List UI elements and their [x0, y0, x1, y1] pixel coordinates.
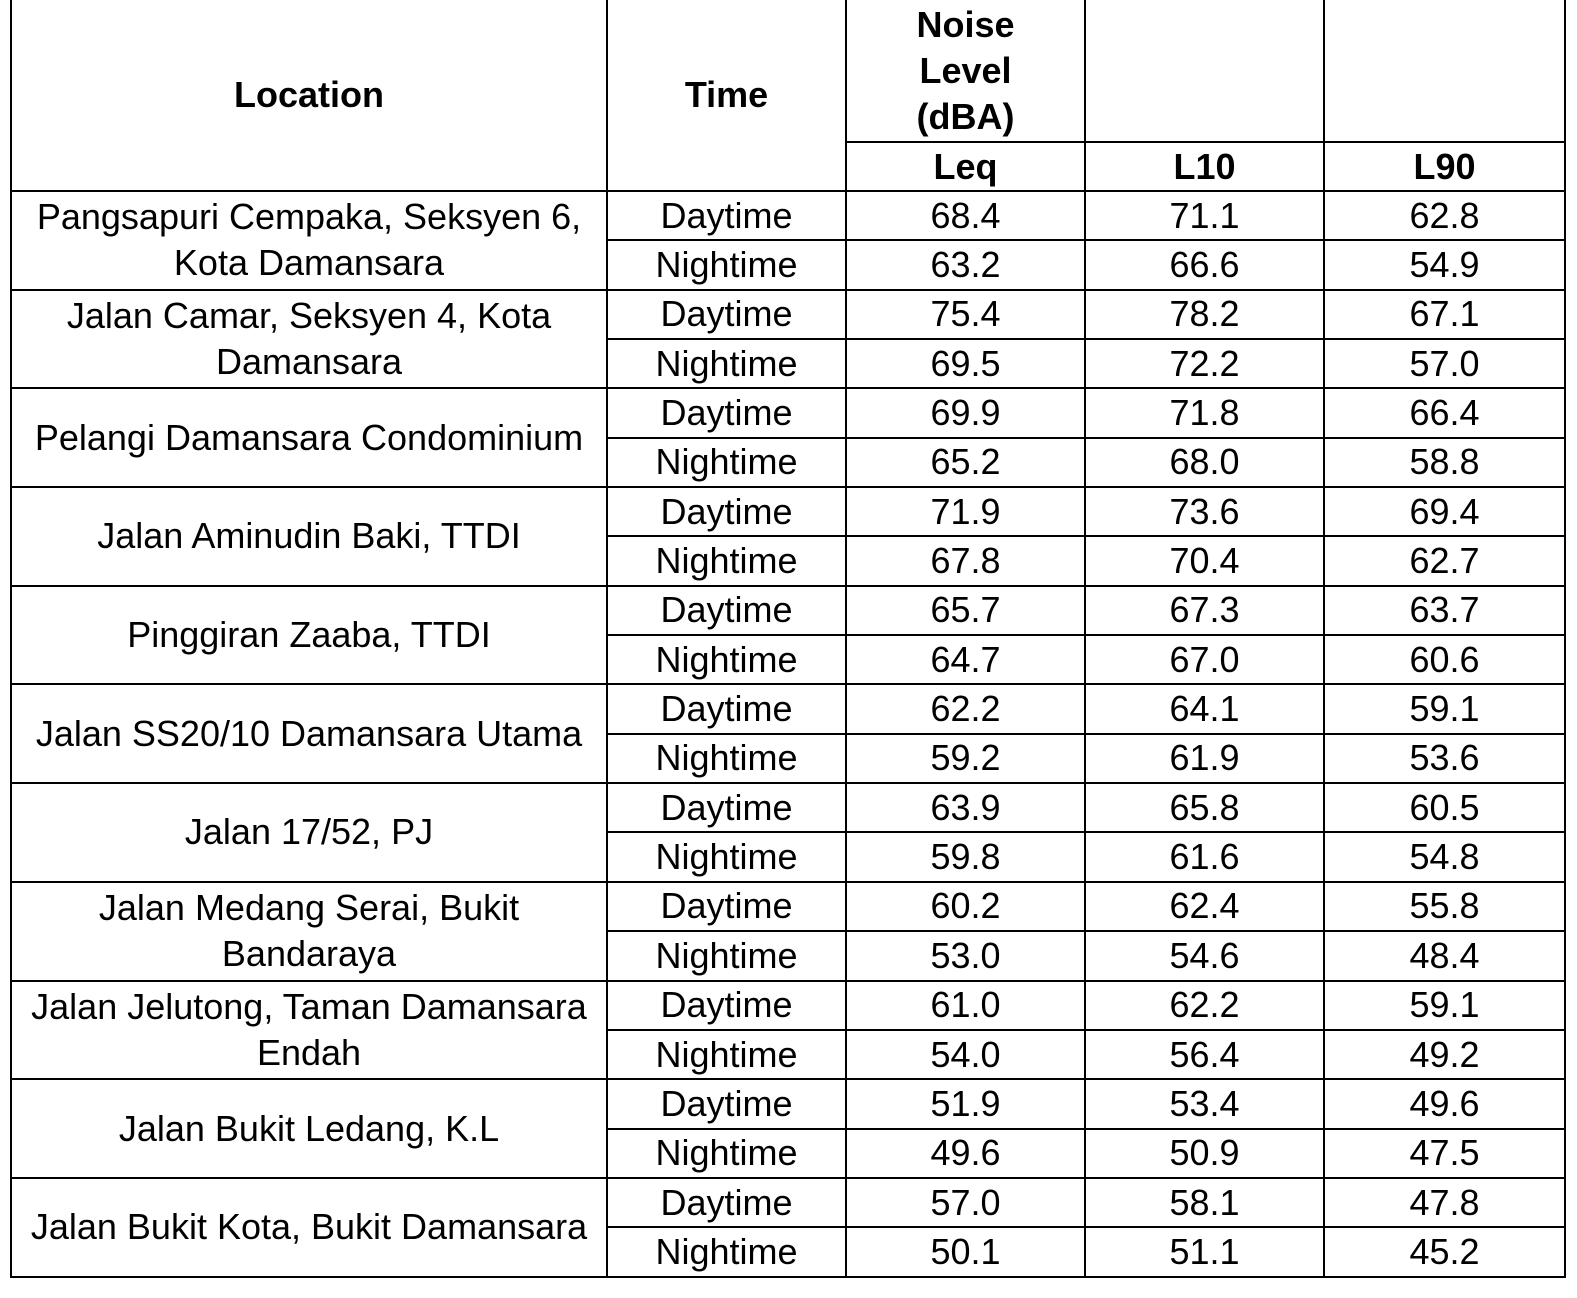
- table-row: [11, 783, 1565, 832]
- time-cell: Daytime: [607, 191, 846, 240]
- l90-cell: 60.5: [1324, 783, 1565, 832]
- l90-cell: 69.4: [1324, 487, 1565, 536]
- table-row: [11, 487, 1565, 536]
- time-cell: Daytime: [607, 290, 846, 339]
- l90-cell: 47.8: [1324, 1178, 1565, 1227]
- time-cell: Nightime: [607, 1129, 846, 1178]
- l90-cell: 54.9: [1324, 240, 1565, 289]
- header-blank-l10: [1085, 0, 1324, 142]
- l90-cell: 57.0: [1324, 339, 1565, 388]
- leq-cell: 69.5: [846, 339, 1085, 388]
- l90-cell: 45.2: [1324, 1227, 1565, 1276]
- l90-cell: 55.8: [1324, 882, 1565, 931]
- leq-cell: 59.8: [846, 832, 1085, 881]
- l10-cell: 71.8: [1085, 388, 1324, 437]
- time-cell: Daytime: [607, 487, 846, 536]
- header-leq: Leq: [846, 142, 1085, 191]
- l90-cell: 67.1: [1324, 290, 1565, 339]
- noise-level-table: [10, 0, 1566, 1278]
- table-row: [11, 191, 1565, 240]
- l10-cell: 66.6: [1085, 240, 1324, 289]
- l90-cell: 49.2: [1324, 1030, 1565, 1079]
- l10-cell: 54.6: [1085, 931, 1324, 980]
- leq-cell: 67.8: [846, 536, 1085, 585]
- l90-cell: 66.4: [1324, 388, 1565, 437]
- l10-cell: 58.1: [1085, 1178, 1324, 1227]
- table-row: [11, 1178, 1565, 1227]
- leq-cell: 65.7: [846, 586, 1085, 635]
- table-row: [11, 882, 1565, 931]
- l10-cell: 72.2: [1085, 339, 1324, 388]
- l90-cell: 62.7: [1324, 536, 1565, 585]
- l90-cell: 62.8: [1324, 191, 1565, 240]
- l90-cell: 63.7: [1324, 586, 1565, 635]
- table-body: [11, 191, 1565, 1277]
- location-cell: Pelangi Damansara Condominium: [11, 388, 607, 487]
- leq-cell: 75.4: [846, 290, 1085, 339]
- time-cell: Nightime: [607, 832, 846, 881]
- leq-cell: 49.6: [846, 1129, 1085, 1178]
- l90-cell: 60.6: [1324, 635, 1565, 684]
- header-l10: L10: [1085, 142, 1324, 191]
- l10-cell: 50.9: [1085, 1129, 1324, 1178]
- time-cell: Nightime: [607, 339, 846, 388]
- l10-cell: 70.4: [1085, 536, 1324, 585]
- leq-cell: 59.2: [846, 734, 1085, 783]
- location-cell: Jalan Bukit Ledang, K.L: [11, 1079, 607, 1178]
- l90-cell: 48.4: [1324, 931, 1565, 980]
- time-cell: Daytime: [607, 783, 846, 832]
- leq-cell: 69.9: [846, 388, 1085, 437]
- l10-cell: 78.2: [1085, 290, 1324, 339]
- location-cell: Jalan Aminudin Baki, TTDI: [11, 487, 607, 586]
- time-cell: Daytime: [607, 882, 846, 931]
- l10-cell: 64.1: [1085, 684, 1324, 733]
- l10-cell: 53.4: [1085, 1079, 1324, 1128]
- header-location: Location: [11, 0, 607, 191]
- location-cell: Jalan Medang Serai, Bukit Bandaraya: [11, 882, 607, 981]
- l10-cell: 56.4: [1085, 1030, 1324, 1079]
- header-time: Time: [607, 0, 846, 191]
- time-cell: Daytime: [607, 586, 846, 635]
- leq-cell: 63.9: [846, 783, 1085, 832]
- l10-cell: 68.0: [1085, 438, 1324, 487]
- table-row: [11, 290, 1565, 339]
- l10-cell: 67.3: [1085, 586, 1324, 635]
- table-row: [11, 981, 1565, 1030]
- l90-cell: 58.8: [1324, 438, 1565, 487]
- leq-cell: 53.0: [846, 931, 1085, 980]
- l90-cell: 59.1: [1324, 684, 1565, 733]
- leq-cell: 61.0: [846, 981, 1085, 1030]
- l10-cell: 62.4: [1085, 882, 1324, 931]
- table-header-row: [11, 0, 1565, 142]
- time-cell: Nightime: [607, 1030, 846, 1079]
- leq-cell: 60.2: [846, 882, 1085, 931]
- l10-cell: 67.0: [1085, 635, 1324, 684]
- l10-cell: 61.9: [1085, 734, 1324, 783]
- header-blank-l90: [1324, 0, 1565, 142]
- time-cell: Daytime: [607, 1079, 846, 1128]
- l10-cell: 65.8: [1085, 783, 1324, 832]
- l90-cell: 54.8: [1324, 832, 1565, 881]
- time-cell: Nightime: [607, 240, 846, 289]
- location-cell: Jalan Bukit Kota, Bukit Damansara: [11, 1178, 607, 1277]
- l90-cell: 47.5: [1324, 1129, 1565, 1178]
- table-row: [11, 684, 1565, 733]
- table-row: [11, 388, 1565, 437]
- l10-cell: 71.1: [1085, 191, 1324, 240]
- location-cell: Jalan 17/52, PJ: [11, 783, 607, 882]
- time-cell: Nightime: [607, 1227, 846, 1276]
- time-cell: Daytime: [607, 1178, 846, 1227]
- leq-cell: 68.4: [846, 191, 1085, 240]
- time-cell: Daytime: [607, 981, 846, 1030]
- location-cell: Pinggiran Zaaba, TTDI: [11, 586, 607, 685]
- header-l90: L90: [1324, 142, 1565, 191]
- leq-cell: 64.7: [846, 635, 1085, 684]
- location-cell: Jalan Camar, Seksyen 4, Kota Damansara: [11, 290, 607, 389]
- time-cell: Nightime: [607, 438, 846, 487]
- leq-cell: 51.9: [846, 1079, 1085, 1128]
- leq-cell: 62.2: [846, 684, 1085, 733]
- l10-cell: 73.6: [1085, 487, 1324, 536]
- l90-cell: 59.1: [1324, 981, 1565, 1030]
- l90-cell: 53.6: [1324, 734, 1565, 783]
- time-cell: Nightime: [607, 734, 846, 783]
- leq-cell: 50.1: [846, 1227, 1085, 1276]
- table-row: [11, 586, 1565, 635]
- l10-cell: 61.6: [1085, 832, 1324, 881]
- leq-cell: 57.0: [846, 1178, 1085, 1227]
- location-cell: Jalan Jelutong, Taman Damansara Endah: [11, 981, 607, 1080]
- leq-cell: 65.2: [846, 438, 1085, 487]
- time-cell: Nightime: [607, 931, 846, 980]
- l90-cell: 49.6: [1324, 1079, 1565, 1128]
- time-cell: Daytime: [607, 684, 846, 733]
- table-row: [11, 1079, 1565, 1128]
- l10-cell: 51.1: [1085, 1227, 1324, 1276]
- leq-cell: 63.2: [846, 240, 1085, 289]
- time-cell: Daytime: [607, 388, 846, 437]
- location-cell: Pangsapuri Cempaka, Seksyen 6, Kota Damansara: [11, 191, 607, 290]
- leq-cell: 54.0: [846, 1030, 1085, 1079]
- location-cell: Jalan SS20/10 Damansara Utama: [11, 684, 607, 783]
- time-cell: Nightime: [607, 536, 846, 585]
- header-noise-level: Noise Level (dBA): [846, 0, 1085, 142]
- leq-cell: 71.9: [846, 487, 1085, 536]
- time-cell: Nightime: [607, 635, 846, 684]
- l10-cell: 62.2: [1085, 981, 1324, 1030]
